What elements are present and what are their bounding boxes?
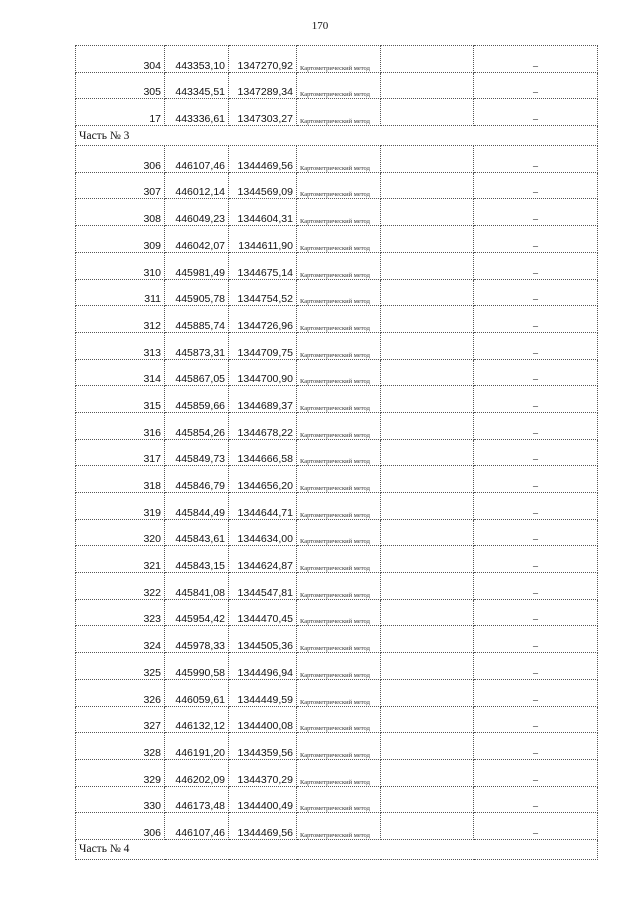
table-row — [76, 72, 598, 99]
coordinate-y-cell: 1344496,94 — [229, 653, 297, 680]
coordinate-y-cell: 1344469,56 — [229, 146, 297, 173]
table-row — [76, 386, 598, 413]
note-cell: – — [474, 759, 598, 786]
coordinate-x-cell: 445954,42 — [165, 599, 229, 626]
coordinate-y-cell: 1347303,27 — [229, 99, 297, 126]
note-cell: – — [474, 466, 598, 493]
note-cell: – — [474, 332, 598, 359]
coordinate-y-cell: 1344624,87 — [229, 546, 297, 573]
coordinate-y-cell: 1344569,09 — [229, 172, 297, 199]
note-cell: – — [474, 386, 598, 413]
point-number-cell: 323 — [76, 599, 165, 626]
empty-cell — [381, 786, 474, 813]
empty-cell — [381, 332, 474, 359]
method-cell: Картометрический метод — [297, 706, 381, 733]
coordinate-x-cell: 445854,26 — [165, 412, 229, 439]
coordinate-y-cell: 1347289,34 — [229, 72, 297, 99]
note-cell: – — [474, 146, 598, 173]
coordinate-y-cell: 1344359,56 — [229, 733, 297, 760]
table-row — [76, 199, 598, 226]
point-number-cell: 330 — [76, 786, 165, 813]
table-row — [76, 252, 598, 279]
coordinate-y-cell: 1344547,81 — [229, 573, 297, 600]
point-number-cell: 304 — [76, 46, 165, 73]
method-cell: Картометрический метод — [297, 99, 381, 126]
point-number-cell: 324 — [76, 626, 165, 653]
empty-cell — [381, 199, 474, 226]
table-row — [76, 813, 598, 840]
table-row — [76, 46, 598, 73]
coordinate-x-cell: 445841,08 — [165, 573, 229, 600]
note-cell: – — [474, 46, 598, 73]
table-row — [76, 573, 598, 600]
coordinate-x-cell: 446107,46 — [165, 146, 229, 173]
coordinate-y-cell: 1344370,29 — [229, 759, 297, 786]
method-cell: Картометрический метод — [297, 252, 381, 279]
table-row — [76, 519, 598, 546]
empty-cell — [381, 546, 474, 573]
empty-cell — [381, 759, 474, 786]
coordinate-x-cell: 446173,48 — [165, 786, 229, 813]
note-cell: – — [474, 626, 598, 653]
note-cell: – — [474, 199, 598, 226]
note-cell: – — [474, 813, 598, 840]
coordinate-y-cell: 1344689,37 — [229, 386, 297, 413]
point-number-cell: 328 — [76, 733, 165, 760]
coordinate-y-cell: 1344644,71 — [229, 493, 297, 520]
coordinate-x-cell: 446191,20 — [165, 733, 229, 760]
empty-cell — [381, 46, 474, 73]
coordinate-y-cell: 1344634,00 — [229, 519, 297, 546]
table-row — [76, 332, 598, 359]
note-cell: – — [474, 546, 598, 573]
empty-cell — [381, 493, 474, 520]
coordinate-x-cell: 445905,78 — [165, 279, 229, 306]
coordinate-x-cell: 445990,58 — [165, 653, 229, 680]
coordinate-x-cell: 443345,51 — [165, 72, 229, 99]
method-cell: Картометрический метод — [297, 359, 381, 386]
table-row — [76, 786, 598, 813]
note-cell: – — [474, 706, 598, 733]
note-cell: – — [474, 653, 598, 680]
note-cell: – — [474, 306, 598, 333]
coordinate-y-cell: 1347270,92 — [229, 46, 297, 73]
point-number-cell: 321 — [76, 546, 165, 573]
coordinate-x-cell: 443336,61 — [165, 99, 229, 126]
coordinate-y-cell: 1344449,59 — [229, 679, 297, 706]
method-cell: Картометрический метод — [297, 46, 381, 73]
method-cell: Картометрический метод — [297, 306, 381, 333]
coordinate-y-cell: 1344604,31 — [229, 199, 297, 226]
page-number: 170 — [311, 20, 329, 32]
coordinate-x-cell: 446132,12 — [165, 706, 229, 733]
point-number-cell: 17 — [76, 99, 165, 126]
point-number-cell: 306 — [76, 146, 165, 173]
coordinate-x-cell: 445849,73 — [165, 439, 229, 466]
point-number-cell: 306 — [76, 813, 165, 840]
table-row — [76, 679, 598, 706]
empty-cell — [381, 679, 474, 706]
note-cell: – — [474, 359, 598, 386]
empty-cell — [381, 226, 474, 253]
point-number-cell: 309 — [76, 226, 165, 253]
empty-cell — [381, 252, 474, 279]
table-row — [76, 466, 598, 493]
coordinate-y-cell: 1344709,75 — [229, 332, 297, 359]
method-cell: Картометрический метод — [297, 172, 381, 199]
coordinate-x-cell: 446202,09 — [165, 759, 229, 786]
table-row — [76, 546, 598, 573]
method-cell: Картометрический метод — [297, 519, 381, 546]
method-cell: Картометрический метод — [297, 226, 381, 253]
coordinate-y-cell: 1344675,14 — [229, 252, 297, 279]
coordinate-y-cell: 1344754,52 — [229, 279, 297, 306]
note-cell: – — [474, 786, 598, 813]
note-cell: – — [474, 412, 598, 439]
point-number-cell: 320 — [76, 519, 165, 546]
table-row — [76, 706, 598, 733]
method-cell: Картометрический метод — [297, 786, 381, 813]
coordinate-x-cell: 446107,46 — [165, 813, 229, 840]
empty-cell — [381, 519, 474, 546]
coordinate-x-cell: 445981,49 — [165, 252, 229, 279]
empty-cell — [381, 412, 474, 439]
note-cell: – — [474, 439, 598, 466]
coordinate-x-cell: 445846,79 — [165, 466, 229, 493]
table-row — [76, 653, 598, 680]
table-row — [76, 759, 598, 786]
method-cell: Картометрический метод — [297, 813, 381, 840]
coordinate-y-cell: 1344678,22 — [229, 412, 297, 439]
table-row — [76, 359, 598, 386]
empty-cell — [381, 573, 474, 600]
empty-cell — [381, 599, 474, 626]
point-number-cell: 315 — [76, 386, 165, 413]
coordinate-x-cell: 445978,33 — [165, 626, 229, 653]
empty-cell — [381, 306, 474, 333]
method-cell: Картометрический метод — [297, 199, 381, 226]
empty-cell — [381, 439, 474, 466]
coordinate-x-cell: 446049,23 — [165, 199, 229, 226]
note-cell: – — [474, 72, 598, 99]
point-number-cell: 326 — [76, 679, 165, 706]
method-cell: Картометрический метод — [297, 72, 381, 99]
empty-cell — [381, 466, 474, 493]
empty-cell — [381, 626, 474, 653]
table-row — [76, 226, 598, 253]
method-cell: Картометрический метод — [297, 412, 381, 439]
table-row — [76, 439, 598, 466]
point-number-cell: 307 — [76, 172, 165, 199]
coordinate-x-cell: 445844,49 — [165, 493, 229, 520]
table-row — [76, 146, 598, 173]
empty-cell — [381, 733, 474, 760]
point-number-cell: 329 — [76, 759, 165, 786]
point-number-cell: 308 — [76, 199, 165, 226]
point-number-cell: 322 — [76, 573, 165, 600]
method-cell: Картометрический метод — [297, 439, 381, 466]
method-cell: Картометрический метод — [297, 626, 381, 653]
method-cell: Картометрический метод — [297, 733, 381, 760]
coordinate-y-cell: 1344505,36 — [229, 626, 297, 653]
note-cell: – — [474, 226, 598, 253]
point-number-cell: 305 — [76, 72, 165, 99]
coordinate-x-cell: 445843,61 — [165, 519, 229, 546]
table-row — [76, 172, 598, 199]
point-number-cell: 313 — [76, 332, 165, 359]
coordinate-y-cell: 1344611,90 — [229, 226, 297, 253]
coordinate-x-cell: 445885,74 — [165, 306, 229, 333]
coordinate-y-cell: 1344666,58 — [229, 439, 297, 466]
note-cell: – — [474, 252, 598, 279]
table-row — [76, 279, 598, 306]
empty-cell — [381, 99, 474, 126]
coordinate-x-cell: 446059,61 — [165, 679, 229, 706]
point-number-cell: 314 — [76, 359, 165, 386]
coordinate-y-cell: 1344469,56 — [229, 813, 297, 840]
point-number-cell: 311 — [76, 279, 165, 306]
empty-cell — [381, 72, 474, 99]
method-cell: Картометрический метод — [297, 653, 381, 680]
coordinate-x-cell: 445867,05 — [165, 359, 229, 386]
table-row — [76, 412, 598, 439]
empty-cell — [381, 386, 474, 413]
coordinate-x-cell: 446012,14 — [165, 172, 229, 199]
note-cell: – — [474, 279, 598, 306]
point-number-cell: 312 — [76, 306, 165, 333]
point-number-cell: 317 — [76, 439, 165, 466]
coordinate-y-cell: 1344726,96 — [229, 306, 297, 333]
section-header-row — [76, 839, 598, 859]
note-cell: – — [474, 519, 598, 546]
method-cell: Картометрический метод — [297, 146, 381, 173]
table-row — [76, 493, 598, 520]
method-cell: Картометрический метод — [297, 573, 381, 600]
coordinate-x-cell: 445843,15 — [165, 546, 229, 573]
method-cell: Картометрический метод — [297, 599, 381, 626]
coordinate-y-cell: 1344400,49 — [229, 786, 297, 813]
empty-cell — [381, 172, 474, 199]
coordinate-x-cell: 445873,31 — [165, 332, 229, 359]
method-cell: Картометрический метод — [297, 546, 381, 573]
method-cell: Картометрический метод — [297, 466, 381, 493]
coordinate-y-cell: 1344700,90 — [229, 359, 297, 386]
empty-cell — [381, 146, 474, 173]
coordinate-x-cell: 443353,10 — [165, 46, 229, 73]
note-cell: – — [474, 99, 598, 126]
point-number-cell: 325 — [76, 653, 165, 680]
section-header-row — [76, 126, 598, 146]
table-row — [76, 306, 598, 333]
empty-cell — [381, 653, 474, 680]
coordinates-table — [75, 45, 598, 860]
method-cell: Картометрический метод — [297, 679, 381, 706]
note-cell: – — [474, 599, 598, 626]
table-row — [76, 733, 598, 760]
coordinate-y-cell: 1344470,45 — [229, 599, 297, 626]
point-number-cell: 318 — [76, 466, 165, 493]
coordinate-x-cell: 445859,66 — [165, 386, 229, 413]
method-cell: Картометрический метод — [297, 759, 381, 786]
point-number-cell: 327 — [76, 706, 165, 733]
method-cell: Картометрический метод — [297, 386, 381, 413]
empty-cell — [381, 279, 474, 306]
table-row — [76, 599, 598, 626]
point-number-cell: 310 — [76, 252, 165, 279]
note-cell: – — [474, 493, 598, 520]
coordinate-y-cell: 1344400,08 — [229, 706, 297, 733]
empty-cell — [381, 706, 474, 733]
empty-cell — [381, 813, 474, 840]
note-cell: – — [474, 573, 598, 600]
coordinate-x-cell: 446042,07 — [165, 226, 229, 253]
point-number-cell: 316 — [76, 412, 165, 439]
note-cell: – — [474, 172, 598, 199]
empty-cell — [381, 359, 474, 386]
coordinate-y-cell: 1344656,20 — [229, 466, 297, 493]
table-row — [76, 99, 598, 126]
note-cell: – — [474, 733, 598, 760]
method-cell: Картометрический метод — [297, 332, 381, 359]
method-cell: Картометрический метод — [297, 493, 381, 520]
note-cell: – — [474, 679, 598, 706]
table-row — [76, 626, 598, 653]
section-label: Часть № 4 — [76, 839, 598, 859]
section-label: Часть № 3 — [76, 126, 598, 146]
point-number-cell: 319 — [76, 493, 165, 520]
method-cell: Картометрический метод — [297, 279, 381, 306]
